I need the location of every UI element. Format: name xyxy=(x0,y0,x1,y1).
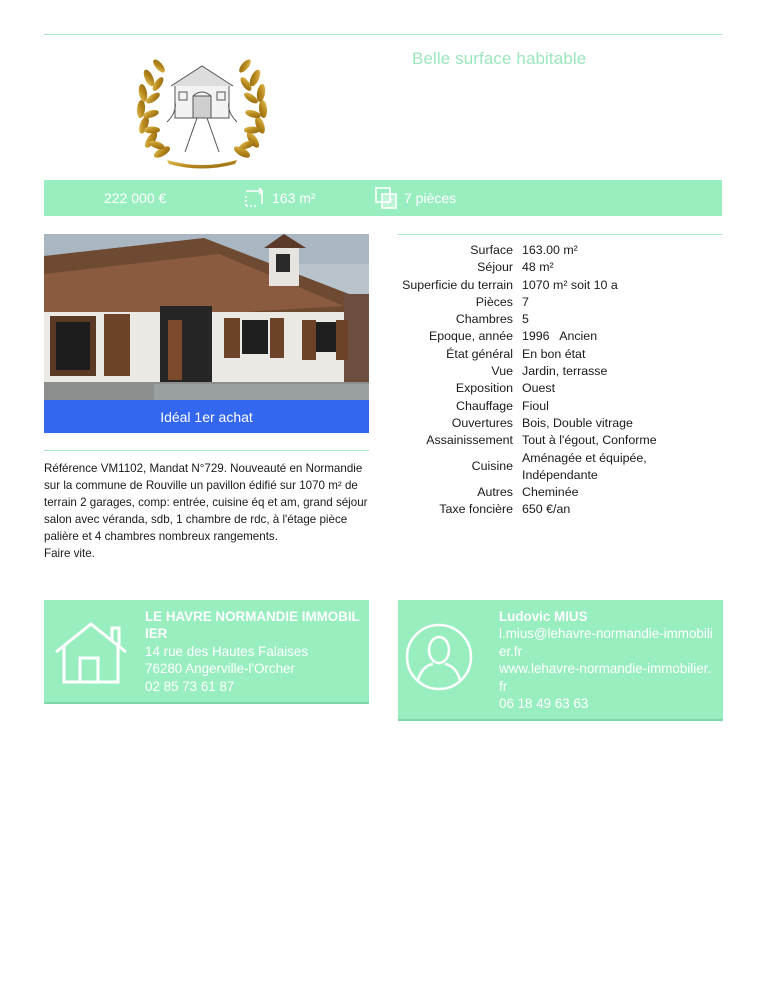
spec-label: Pièces xyxy=(475,294,513,309)
surface-area-icon xyxy=(242,186,266,210)
spec-row xyxy=(398,432,722,449)
spec-label: Séjour xyxy=(477,260,513,275)
top-divider xyxy=(44,34,722,35)
laurel-wreath-house-logo xyxy=(127,42,277,174)
spec-value: 1996 Ancien xyxy=(522,329,598,344)
spec-value: 1070 m² soit 10 a xyxy=(522,277,618,292)
spec-row xyxy=(398,311,722,328)
spec-value: Fioul xyxy=(522,398,549,413)
agent-card xyxy=(398,600,723,721)
spec-label: État général xyxy=(446,346,513,361)
spec-label: Vue xyxy=(491,364,513,379)
house-icon xyxy=(52,620,130,686)
spec-label: Autres xyxy=(477,485,513,500)
spec-label: Exposition xyxy=(455,381,513,396)
spec-value: 5 xyxy=(522,312,529,327)
rooms-summary xyxy=(374,180,456,216)
spec-label: Superficie du terrain xyxy=(402,277,513,292)
spec-row xyxy=(398,346,722,363)
spec-value: 163.00 m² xyxy=(522,243,578,257)
spec-value: Aménagée et équipée, Indépendante xyxy=(522,450,647,482)
surface-summary xyxy=(242,180,316,216)
rooms-icon xyxy=(374,186,398,210)
spec-value: 48 m² xyxy=(522,260,554,275)
spec-row xyxy=(398,328,722,345)
spec-row xyxy=(398,398,722,415)
description-divider xyxy=(44,450,369,451)
spec-row xyxy=(398,501,722,518)
spec-value: 7 xyxy=(522,294,529,309)
spec-row xyxy=(398,294,722,311)
agent-phone[interactable]: 06 18 49 63 63 xyxy=(499,696,589,712)
spec-row xyxy=(398,415,722,432)
specs-divider xyxy=(398,234,722,235)
surface-value: 163 m² xyxy=(272,190,316,206)
person-icon xyxy=(404,622,474,692)
spec-value: Tout à l'égout, Conforme xyxy=(522,433,657,448)
spec-value: Jardin, terrasse xyxy=(522,364,608,379)
spec-row xyxy=(398,380,722,397)
property-photo xyxy=(44,234,369,400)
spec-label: Cuisine xyxy=(471,459,513,474)
summary-band xyxy=(44,180,722,216)
spec-row xyxy=(398,259,722,276)
spec-row xyxy=(398,484,722,501)
spec-label: Epoque, année xyxy=(428,329,513,344)
spec-value: En bon état xyxy=(522,346,586,361)
agency-city: 76280 Angerville-l'Orcher xyxy=(145,661,295,677)
spec-row xyxy=(398,450,722,485)
spec-row xyxy=(398,363,722,380)
spec-label: Surface xyxy=(470,243,513,257)
listing-description: Référence VM1102, Mandat N°729. Nouveauté en Normandie sur la commune de Rouville un pavillon édifié sur 1070 m² de terrain 2 garages, comp: entrée, cuisine éq et am, grand séjour salon avec véranda, sdb, 1 chambre de rdc, à l'étage pièce palière et 4 chambres nombreux rangements. Faire vite. xyxy=(44,462,368,560)
listing-headline: Belle surface habitable xyxy=(412,49,587,68)
spec-row xyxy=(398,242,722,259)
spec-label: Chauffage xyxy=(456,398,513,413)
agency-phone[interactable]: 02 85 73 61 87 xyxy=(145,678,235,694)
agent-name: Ludovic MIUS xyxy=(499,609,588,624)
agency-details xyxy=(145,608,360,695)
agency-name: LE HAVRE NORMANDIE IMMOBILIER xyxy=(145,609,360,642)
price: 222 000 € xyxy=(104,190,167,206)
agent-website[interactable]: www.lehavre-normandie-immobilier.fr xyxy=(499,661,712,694)
agency-card xyxy=(44,600,369,704)
spec-value: Ouest xyxy=(522,381,556,396)
spec-row xyxy=(398,277,722,294)
spec-label: Taxe foncière xyxy=(439,502,513,517)
specs-table xyxy=(398,242,722,519)
spec-label: Chambres xyxy=(455,312,513,327)
spec-label: Assainissement xyxy=(426,433,513,448)
spec-value: Bois, Double vitrage xyxy=(522,415,633,430)
agent-details xyxy=(499,608,714,712)
rooms-value: 7 pièces xyxy=(404,190,457,206)
photo-caption: Idéal 1er achat xyxy=(44,400,369,433)
spec-value: 650 €/an xyxy=(522,502,571,517)
agent-email[interactable]: l.mius@lehavre-normandie-immobilier.fr xyxy=(499,626,713,659)
agency-address: 14 rue des Hautes Falaises xyxy=(145,643,309,659)
spec-value: Cheminée xyxy=(522,485,579,500)
spec-label: Ouvertures xyxy=(451,415,513,430)
